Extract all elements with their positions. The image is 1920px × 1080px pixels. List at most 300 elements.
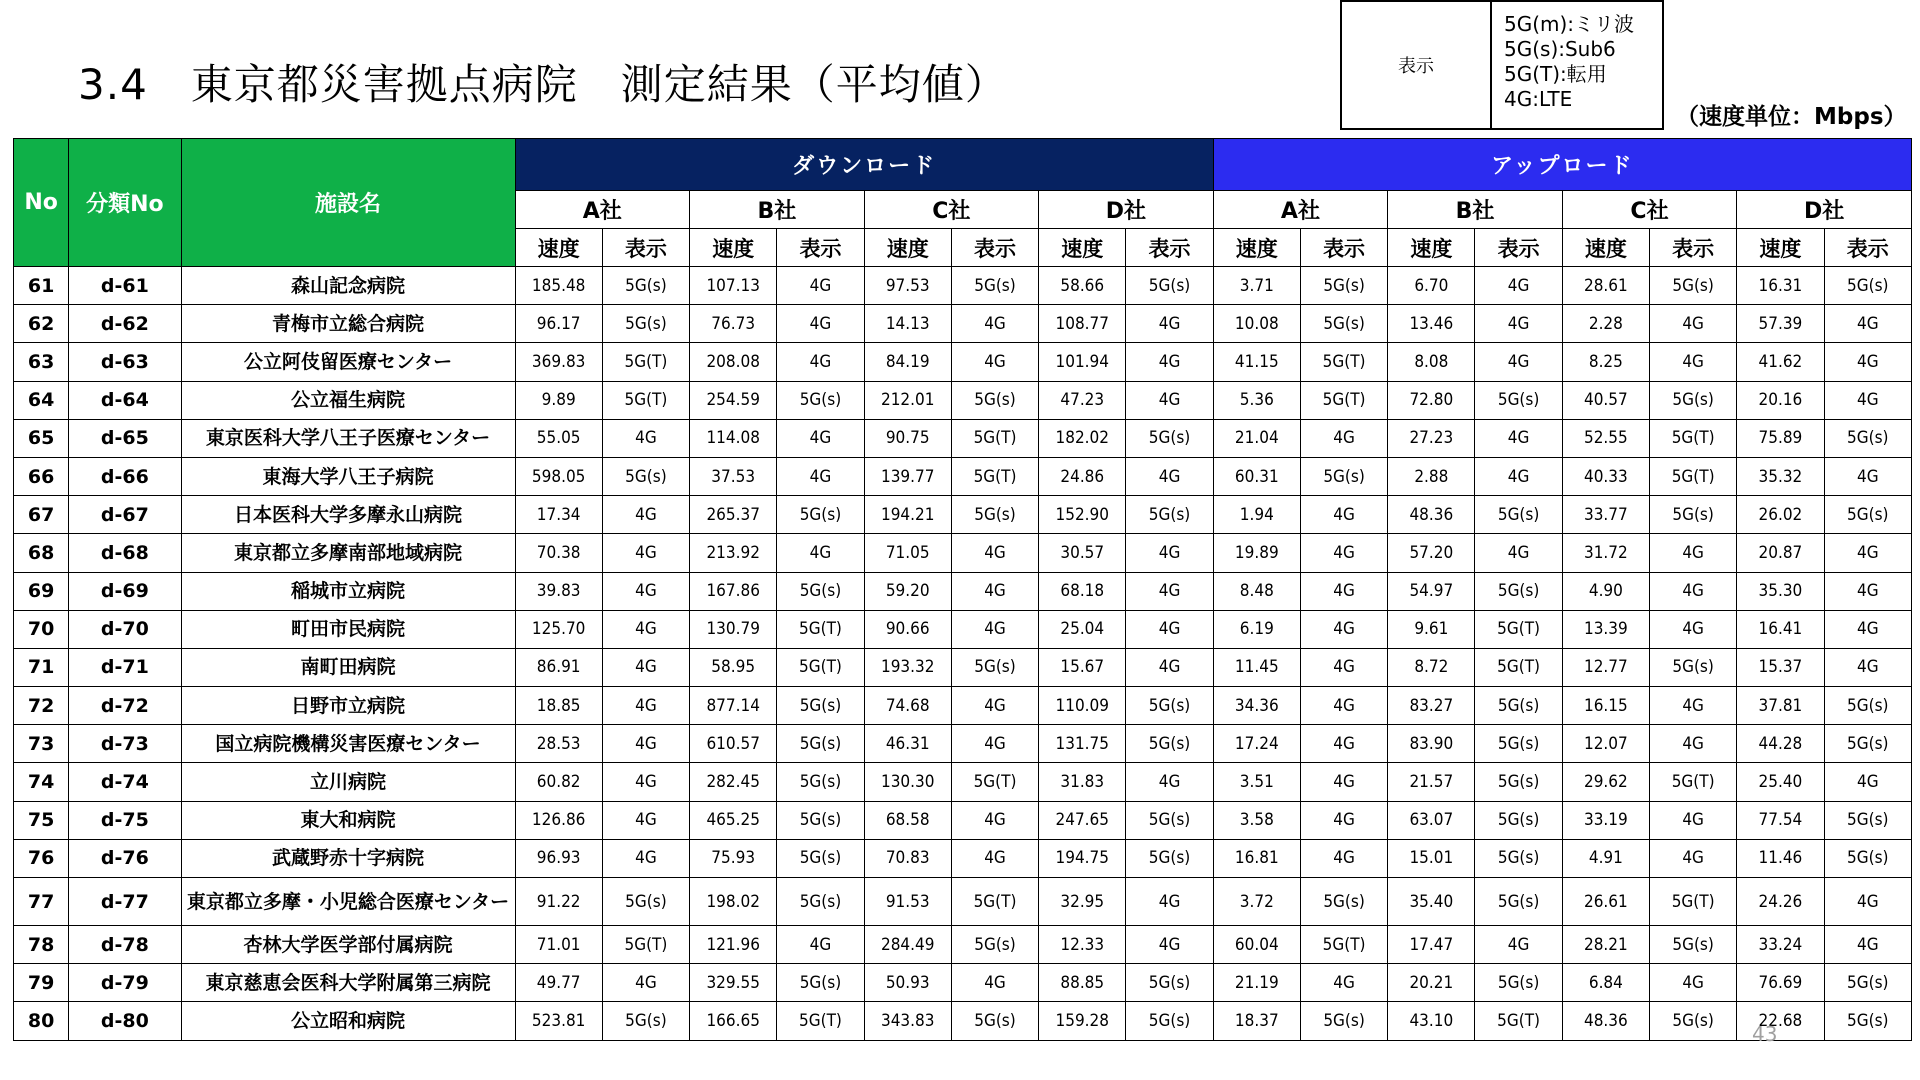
table-row — [14, 534, 1912, 572]
upload-type-cell: 5G(s) — [1475, 725, 1562, 763]
row-no: 75 — [14, 801, 69, 839]
download-type-cell: 4G — [951, 801, 1038, 839]
download-type-cell: 5G(s) — [777, 878, 864, 926]
download-type-cell: 5G(s) — [951, 496, 1038, 534]
upload-speed-cell: 8.72 — [1388, 648, 1475, 686]
upload-type-cell: 5G(s) — [1650, 926, 1737, 964]
row-no: 64 — [14, 381, 69, 419]
upload-speed-cell: 48.36 — [1562, 1002, 1649, 1040]
upload-type-cell: 5G(s) — [1650, 381, 1737, 419]
upload-type-cell: 4G — [1824, 763, 1911, 801]
download-speed-cell: 284.49 — [864, 926, 951, 964]
download-speed-cell: 97.53 — [864, 267, 951, 305]
download-type-cell: 5G(s) — [602, 305, 689, 343]
download-speed-cell: 114.08 — [690, 419, 777, 457]
upload-type-cell: 5G(s) — [1650, 648, 1737, 686]
download-speed-cell: 46.31 — [864, 725, 951, 763]
download-company-header: D社 — [1039, 191, 1214, 229]
upload-speed-cell: 41.15 — [1213, 343, 1300, 381]
upload-type-cell: 5G(T) — [1475, 1002, 1562, 1040]
table-row — [14, 926, 1912, 964]
download-speed-cell: 60.82 — [515, 763, 602, 801]
download-speed-cell: 31.83 — [1039, 763, 1126, 801]
upload-speed-cell: 4.90 — [1562, 572, 1649, 610]
upload-type-cell: 5G(s) — [1824, 839, 1911, 877]
download-speed-cell: 130.30 — [864, 763, 951, 801]
table-row — [14, 878, 1912, 926]
row-category: d-72 — [69, 687, 181, 725]
upload-type-cell: 5G(T) — [1475, 610, 1562, 648]
download-speed-cell: 152.90 — [1039, 496, 1126, 534]
upload-type-header: 表示 — [1824, 229, 1911, 267]
download-speed-cell: 193.32 — [864, 648, 951, 686]
download-type-cell: 5G(s) — [602, 267, 689, 305]
download-speed-cell: 91.22 — [515, 878, 602, 926]
upload-type-cell: 4G — [1824, 610, 1911, 648]
row-facility-name: 森山記念病院 — [181, 267, 515, 305]
upload-type-cell: 5G(s) — [1824, 419, 1911, 457]
download-type-header: 表示 — [777, 229, 864, 267]
download-speed-cell: 24.86 — [1039, 457, 1126, 495]
download-type-header: 表示 — [602, 229, 689, 267]
upload-speed-cell: 33.24 — [1737, 926, 1824, 964]
download-type-cell: 4G — [602, 964, 689, 1002]
row-facility-name: 国立病院機構災害医療センター — [181, 725, 515, 763]
upload-speed-cell: 8.48 — [1213, 572, 1300, 610]
upload-type-cell: 4G — [1824, 534, 1911, 572]
table-row — [14, 457, 1912, 495]
download-speed-cell: 110.09 — [1039, 687, 1126, 725]
upload-type-cell: 4G — [1650, 801, 1737, 839]
upload-speed-cell: 31.72 — [1562, 534, 1649, 572]
upload-speed-cell: 13.39 — [1562, 610, 1649, 648]
upload-type-cell: 4G — [1300, 496, 1387, 534]
upload-speed-cell: 15.37 — [1737, 648, 1824, 686]
upload-speed-cell: 13.46 — [1388, 305, 1475, 343]
row-category: d-64 — [69, 381, 181, 419]
upload-speed-cell: 63.07 — [1388, 801, 1475, 839]
table-row — [14, 839, 1912, 877]
download-type-cell: 5G(s) — [777, 964, 864, 1002]
table-row — [14, 964, 1912, 1002]
download-speed-cell: 125.70 — [515, 610, 602, 648]
download-speed-cell: 74.68 — [864, 687, 951, 725]
legend-value-sub6: 5G(s):Sub6 — [1504, 37, 1616, 61]
legend-key: 表示 — [1342, 2, 1492, 128]
upload-type-cell: 5G(T) — [1475, 648, 1562, 686]
download-type-cell: 4G — [602, 763, 689, 801]
download-type-cell: 5G(s) — [777, 725, 864, 763]
download-type-cell: 4G — [602, 572, 689, 610]
download-type-cell: 5G(s) — [777, 763, 864, 801]
upload-speed-cell: 76.69 — [1737, 964, 1824, 1002]
row-facility-name: 稲城市立病院 — [181, 572, 515, 610]
upload-speed-cell: 19.89 — [1213, 534, 1300, 572]
upload-speed-cell: 35.30 — [1737, 572, 1824, 610]
download-type-cell: 5G(s) — [777, 381, 864, 419]
upload-speed-cell: 17.24 — [1213, 725, 1300, 763]
results-table — [13, 138, 1912, 1041]
download-speed-cell: 49.77 — [515, 964, 602, 1002]
download-speed-cell: 126.86 — [515, 801, 602, 839]
table-row — [14, 1002, 1912, 1040]
download-type-cell: 5G(T) — [777, 1002, 864, 1040]
legend-value-mmwave: 5G(m):ミリ波 — [1504, 12, 1635, 36]
upload-type-cell: 4G — [1650, 572, 1737, 610]
download-company-header: C社 — [864, 191, 1039, 229]
upload-type-cell: 4G — [1824, 878, 1911, 926]
upload-type-cell: 5G(s) — [1475, 801, 1562, 839]
upload-speed-cell: 35.32 — [1737, 457, 1824, 495]
upload-type-cell: 4G — [1300, 763, 1387, 801]
header-category: 分類No — [69, 139, 181, 267]
row-no: 65 — [14, 419, 69, 457]
table-row — [14, 763, 1912, 801]
upload-type-cell: 4G — [1650, 343, 1737, 381]
display-legend — [1340, 0, 1664, 130]
row-category: d-75 — [69, 801, 181, 839]
header-download: ダウンロード — [515, 139, 1213, 191]
download-speed-cell: 139.77 — [864, 457, 951, 495]
download-speed-cell: 75.93 — [690, 839, 777, 877]
download-company-header: B社 — [690, 191, 865, 229]
download-type-header: 表示 — [1126, 229, 1213, 267]
upload-speed-cell: 9.61 — [1388, 610, 1475, 648]
download-type-cell: 5G(s) — [1126, 496, 1213, 534]
download-speed-cell: 212.01 — [864, 381, 951, 419]
upload-speed-cell: 52.55 — [1562, 419, 1649, 457]
upload-speed-cell: 40.57 — [1562, 381, 1649, 419]
upload-type-header: 表示 — [1300, 229, 1387, 267]
download-type-cell: 4G — [1126, 457, 1213, 495]
row-facility-name: 東海大学八王子病院 — [181, 457, 515, 495]
upload-speed-cell: 15.01 — [1388, 839, 1475, 877]
download-speed-header: 速度 — [864, 229, 951, 267]
download-speed-cell: 130.79 — [690, 610, 777, 648]
upload-speed-cell: 2.88 — [1388, 457, 1475, 495]
download-speed-cell: 58.66 — [1039, 267, 1126, 305]
legend-values — [1492, 2, 1662, 128]
page-number: 43 — [1752, 1022, 1778, 1046]
row-category: d-73 — [69, 725, 181, 763]
download-type-cell: 5G(s) — [951, 381, 1038, 419]
table-row — [14, 687, 1912, 725]
download-type-cell: 5G(s) — [1126, 687, 1213, 725]
upload-type-cell: 5G(s) — [1650, 496, 1737, 534]
upload-type-cell: 5G(s) — [1475, 763, 1562, 801]
download-speed-cell: 76.73 — [690, 305, 777, 343]
download-type-cell: 5G(s) — [1126, 801, 1213, 839]
row-facility-name: 公立阿伎留医療センター — [181, 343, 515, 381]
upload-type-cell: 5G(T) — [1650, 457, 1737, 495]
download-type-cell: 4G — [777, 305, 864, 343]
row-category: d-68 — [69, 534, 181, 572]
download-type-cell: 5G(T) — [951, 763, 1038, 801]
row-facility-name: 武蔵野赤十字病院 — [181, 839, 515, 877]
upload-type-cell: 5G(T) — [1300, 381, 1387, 419]
download-type-cell: 5G(s) — [602, 457, 689, 495]
download-speed-header: 速度 — [1039, 229, 1126, 267]
download-type-cell: 4G — [602, 534, 689, 572]
download-type-cell: 5G(T) — [951, 419, 1038, 457]
download-type-cell: 4G — [951, 572, 1038, 610]
row-no: 77 — [14, 878, 69, 926]
upload-type-cell: 4G — [1650, 725, 1737, 763]
upload-speed-cell: 3.72 — [1213, 878, 1300, 926]
download-speed-header: 速度 — [515, 229, 602, 267]
download-type-cell: 5G(s) — [1126, 1002, 1213, 1040]
upload-speed-cell: 83.27 — [1388, 687, 1475, 725]
upload-type-cell: 4G — [1650, 610, 1737, 648]
download-speed-cell: 185.48 — [515, 267, 602, 305]
download-speed-cell: 877.14 — [690, 687, 777, 725]
upload-type-cell: 4G — [1650, 964, 1737, 1002]
download-speed-cell: 84.19 — [864, 343, 951, 381]
table-row — [14, 496, 1912, 534]
download-speed-cell: 68.58 — [864, 801, 951, 839]
download-speed-cell: 329.55 — [690, 964, 777, 1002]
upload-speed-cell: 2.28 — [1562, 305, 1649, 343]
upload-speed-cell: 3.51 — [1213, 763, 1300, 801]
upload-type-cell: 4G — [1475, 457, 1562, 495]
download-speed-cell: 18.85 — [515, 687, 602, 725]
download-speed-header: 速度 — [690, 229, 777, 267]
row-category: d-62 — [69, 305, 181, 343]
row-no: 66 — [14, 457, 69, 495]
row-no: 68 — [14, 534, 69, 572]
upload-type-cell: 4G — [1300, 801, 1387, 839]
download-speed-cell: 71.05 — [864, 534, 951, 572]
download-type-cell: 4G — [1126, 534, 1213, 572]
upload-type-cell: 5G(s) — [1300, 305, 1387, 343]
upload-type-cell: 4G — [1300, 687, 1387, 725]
upload-speed-cell: 3.71 — [1213, 267, 1300, 305]
page-title: 3.4 東京都災害拠点病院 測定結果（平均値） — [78, 60, 1008, 109]
download-speed-cell: 47.23 — [1039, 381, 1126, 419]
row-facility-name: 町田市民病院 — [181, 610, 515, 648]
download-company-header: A社 — [515, 191, 690, 229]
download-type-cell: 4G — [602, 496, 689, 534]
download-type-cell: 5G(T) — [602, 926, 689, 964]
download-type-cell: 4G — [602, 610, 689, 648]
row-facility-name: 南町田病院 — [181, 648, 515, 686]
upload-speed-cell: 12.07 — [1562, 725, 1649, 763]
table-row — [14, 725, 1912, 763]
row-no: 69 — [14, 572, 69, 610]
row-category: d-76 — [69, 839, 181, 877]
legend-value-lte: 4G:LTE — [1504, 87, 1573, 111]
download-type-cell: 5G(s) — [951, 267, 1038, 305]
upload-type-cell: 5G(T) — [1650, 419, 1737, 457]
download-type-cell: 4G — [1126, 926, 1213, 964]
table-row — [14, 381, 1912, 419]
upload-type-cell: 5G(s) — [1300, 267, 1387, 305]
upload-speed-cell: 60.31 — [1213, 457, 1300, 495]
upload-speed-cell: 26.02 — [1737, 496, 1824, 534]
upload-speed-cell: 4.91 — [1562, 839, 1649, 877]
upload-speed-header: 速度 — [1737, 229, 1824, 267]
row-no: 70 — [14, 610, 69, 648]
upload-company-header: B社 — [1388, 191, 1563, 229]
download-type-cell: 5G(T) — [777, 610, 864, 648]
upload-type-cell: 5G(T) — [1300, 343, 1387, 381]
download-type-cell: 5G(s) — [777, 572, 864, 610]
upload-type-cell: 4G — [1475, 305, 1562, 343]
download-speed-cell: 108.77 — [1039, 305, 1126, 343]
row-facility-name: 日野市立病院 — [181, 687, 515, 725]
upload-type-cell: 4G — [1650, 534, 1737, 572]
row-category: d-80 — [69, 1002, 181, 1040]
download-type-cell: 5G(T) — [602, 381, 689, 419]
download-type-cell: 4G — [1126, 343, 1213, 381]
download-speed-cell: 610.57 — [690, 725, 777, 763]
table-row — [14, 648, 1912, 686]
unit-note: （速度単位：Mbps） — [1676, 104, 1907, 130]
download-type-cell: 5G(s) — [951, 648, 1038, 686]
upload-type-cell: 4G — [1300, 610, 1387, 648]
download-type-cell: 4G — [602, 839, 689, 877]
upload-type-cell: 4G — [1300, 572, 1387, 610]
table-row — [14, 343, 1912, 381]
table-row — [14, 419, 1912, 457]
download-speed-cell: 12.33 — [1039, 926, 1126, 964]
row-facility-name: 東大和病院 — [181, 801, 515, 839]
upload-type-cell: 4G — [1824, 648, 1911, 686]
upload-type-cell: 5G(T) — [1650, 763, 1737, 801]
upload-speed-cell: 34.36 — [1213, 687, 1300, 725]
upload-speed-cell: 6.84 — [1562, 964, 1649, 1002]
download-speed-cell: 90.66 — [864, 610, 951, 648]
upload-speed-cell: 3.58 — [1213, 801, 1300, 839]
upload-type-cell: 5G(s) — [1650, 267, 1737, 305]
upload-type-cell: 5G(s) — [1475, 572, 1562, 610]
download-speed-cell: 91.53 — [864, 878, 951, 926]
row-category: d-79 — [69, 964, 181, 1002]
upload-type-cell: 4G — [1650, 687, 1737, 725]
download-type-cell: 4G — [951, 610, 1038, 648]
download-speed-cell: 9.89 — [515, 381, 602, 419]
download-type-cell: 4G — [951, 725, 1038, 763]
row-no: 63 — [14, 343, 69, 381]
upload-speed-cell: 41.62 — [1737, 343, 1824, 381]
upload-type-cell: 5G(T) — [1650, 878, 1737, 926]
upload-speed-cell: 60.04 — [1213, 926, 1300, 964]
download-speed-cell: 37.53 — [690, 457, 777, 495]
download-speed-cell: 369.83 — [515, 343, 602, 381]
row-category: d-67 — [69, 496, 181, 534]
upload-speed-cell: 20.21 — [1388, 964, 1475, 1002]
upload-speed-cell: 48.36 — [1388, 496, 1475, 534]
download-speed-cell: 59.20 — [864, 572, 951, 610]
upload-type-cell: 4G — [1650, 305, 1737, 343]
upload-speed-cell: 57.39 — [1737, 305, 1824, 343]
header-upload: アップロード — [1213, 139, 1911, 191]
header-facility: 施設名 — [181, 139, 515, 267]
upload-speed-cell: 54.97 — [1388, 572, 1475, 610]
upload-speed-cell: 21.57 — [1388, 763, 1475, 801]
download-type-cell: 5G(T) — [951, 457, 1038, 495]
download-type-cell: 4G — [602, 725, 689, 763]
download-speed-cell: 71.01 — [515, 926, 602, 964]
upload-type-cell: 4G — [1824, 457, 1911, 495]
upload-type-cell: 4G — [1475, 343, 1562, 381]
upload-type-cell: 4G — [1824, 343, 1911, 381]
upload-type-cell: 5G(s) — [1824, 1002, 1911, 1040]
upload-speed-cell: 11.45 — [1213, 648, 1300, 686]
download-type-cell: 5G(s) — [1126, 839, 1213, 877]
download-type-cell: 4G — [1126, 763, 1213, 801]
upload-type-header: 表示 — [1650, 229, 1737, 267]
upload-type-cell: 5G(s) — [1824, 801, 1911, 839]
row-no: 61 — [14, 267, 69, 305]
row-no: 80 — [14, 1002, 69, 1040]
upload-speed-header: 速度 — [1213, 229, 1300, 267]
upload-type-cell: 5G(s) — [1824, 496, 1911, 534]
upload-type-cell: 5G(s) — [1300, 457, 1387, 495]
upload-speed-cell: 16.31 — [1737, 267, 1824, 305]
download-speed-cell: 68.18 — [1039, 572, 1126, 610]
row-facility-name: 東京都立多摩・小児総合医療センター — [181, 878, 515, 926]
download-speed-cell: 465.25 — [690, 801, 777, 839]
upload-type-cell: 5G(s) — [1300, 1002, 1387, 1040]
legend-value-converted: 5G(T):転用 — [1504, 62, 1607, 86]
download-speed-cell: 265.37 — [690, 496, 777, 534]
download-type-cell: 5G(s) — [951, 926, 1038, 964]
download-type-cell: 5G(s) — [1126, 964, 1213, 1002]
upload-speed-cell: 77.54 — [1737, 801, 1824, 839]
download-type-cell: 5G(T) — [777, 648, 864, 686]
upload-type-cell: 4G — [1300, 419, 1387, 457]
upload-type-cell: 4G — [1300, 839, 1387, 877]
download-speed-cell: 70.83 — [864, 839, 951, 877]
download-type-cell: 5G(T) — [602, 343, 689, 381]
download-speed-cell: 121.96 — [690, 926, 777, 964]
upload-speed-cell: 28.61 — [1562, 267, 1649, 305]
row-no: 67 — [14, 496, 69, 534]
upload-type-cell: 5G(s) — [1475, 964, 1562, 1002]
upload-speed-cell: 11.46 — [1737, 839, 1824, 877]
upload-speed-cell: 26.61 — [1562, 878, 1649, 926]
row-facility-name: 杏林大学医学部付属病院 — [181, 926, 515, 964]
row-facility-name: 公立福生病院 — [181, 381, 515, 419]
upload-speed-cell: 22.68 — [1737, 1002, 1824, 1040]
row-category: d-77 — [69, 878, 181, 926]
upload-type-cell: 4G — [1475, 534, 1562, 572]
download-speed-cell: 96.17 — [515, 305, 602, 343]
upload-speed-cell: 10.08 — [1213, 305, 1300, 343]
table-row — [14, 610, 1912, 648]
upload-type-cell: 4G — [1300, 534, 1387, 572]
download-speed-cell: 101.94 — [1039, 343, 1126, 381]
row-no: 79 — [14, 964, 69, 1002]
row-facility-name: 青梅市立総合病院 — [181, 305, 515, 343]
table-row — [14, 801, 1912, 839]
download-type-cell: 4G — [1126, 572, 1213, 610]
row-no: 74 — [14, 763, 69, 801]
upload-type-cell: 4G — [1300, 648, 1387, 686]
row-no: 78 — [14, 926, 69, 964]
download-type-cell: 4G — [777, 267, 864, 305]
download-speed-cell: 86.91 — [515, 648, 602, 686]
upload-type-cell: 4G — [1300, 964, 1387, 1002]
download-type-cell: 4G — [951, 687, 1038, 725]
row-category: d-74 — [69, 763, 181, 801]
row-category: d-78 — [69, 926, 181, 964]
download-type-cell: 4G — [602, 419, 689, 457]
upload-speed-cell: 29.62 — [1562, 763, 1649, 801]
download-type-cell: 4G — [602, 801, 689, 839]
download-type-cell: 5G(s) — [602, 1002, 689, 1040]
